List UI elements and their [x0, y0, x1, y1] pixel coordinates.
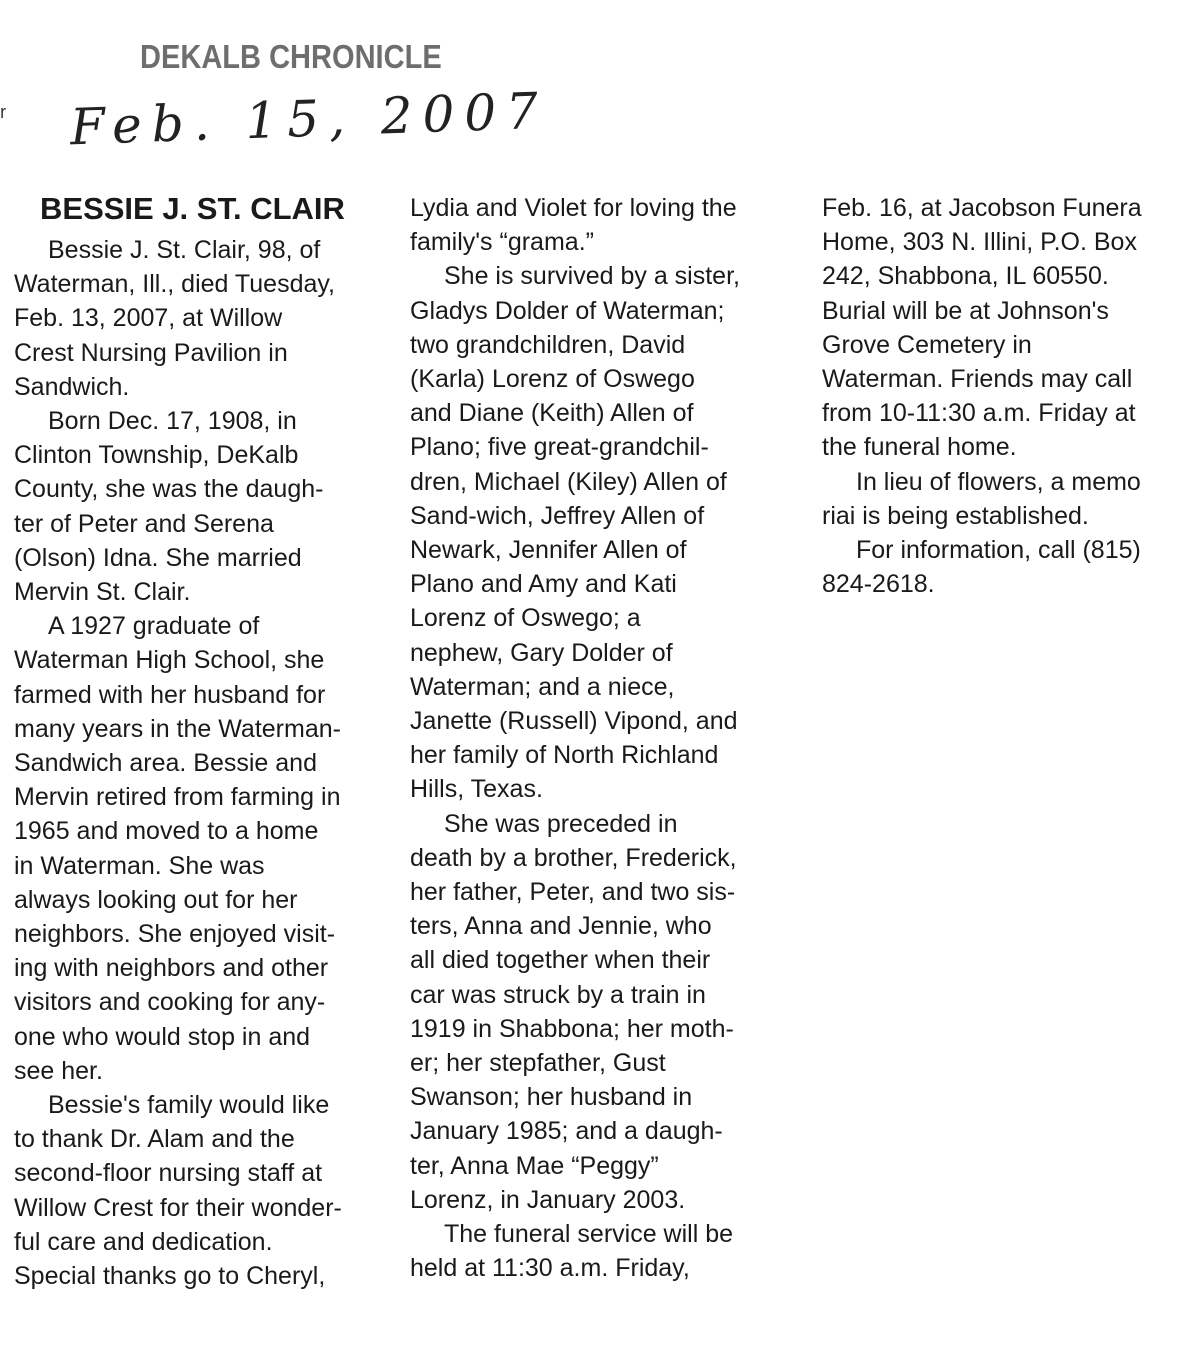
- paragraph: [410, 191, 800, 259]
- text-line: Lydia and Violet for loving the: [410, 194, 737, 222]
- text-line: in Waterman. She was: [14, 851, 265, 880]
- text-line: Gladys Dolder of Waterman;: [410, 296, 725, 325]
- text-line: Home, 303 N. Illini, P.O. Box: [822, 228, 1137, 257]
- article-column-2: [410, 191, 800, 1286]
- text-line: Burial will be at Johnson's: [822, 296, 1109, 325]
- text-line: Clinton Township, DeKalb: [14, 441, 299, 470]
- text-line: Feb. 13, 2007, at Willow: [14, 304, 283, 333]
- paragraph: [14, 404, 394, 609]
- text-line: Grove Cemetery in: [822, 330, 1032, 359]
- paragraph: [822, 465, 1198, 533]
- text-line: A 1927 graduate of: [48, 612, 260, 641]
- text-line: (Olson) Idna. She married: [14, 543, 302, 572]
- text-line: Lorenz of Oswego; a: [410, 604, 641, 633]
- text-line: ter, Anna Mae “Peggy”: [410, 1151, 659, 1180]
- text-line: The funeral service will be: [444, 1220, 734, 1249]
- text-line: January 1985; and a daugh-: [410, 1117, 723, 1146]
- text-line: Waterman, Ill., died Tuesday,: [14, 270, 335, 299]
- text-line: farmed with her husband for: [14, 680, 326, 709]
- text-line: visitors and cooking for any-: [14, 988, 326, 1017]
- handwritten-date: Feb. 15, 2007: [69, 81, 549, 157]
- text-line: For information, call (815): [856, 536, 1141, 565]
- text-line: Janette (Russell) Vipond, and: [410, 707, 738, 736]
- text-line: County, she was the daugh-: [14, 475, 324, 504]
- text-line: Waterman High School, she: [14, 646, 325, 675]
- text-line: her father, Peter, and two sis-: [410, 878, 736, 907]
- text-line: 1965 and moved to a home: [14, 817, 319, 846]
- text-line: neighbors. She enjoyed visit-: [14, 920, 336, 949]
- text-line: Born Dec. 17, 1908, in: [48, 407, 297, 436]
- text-line: ful care and dedication.: [14, 1227, 273, 1256]
- text-line: car was struck by a train in: [410, 980, 706, 1009]
- text-line: held at 11:30 a.m. Friday,: [410, 1254, 690, 1283]
- text-line: always looking out for her: [14, 885, 298, 914]
- text-line: Waterman. Friends may call: [822, 365, 1133, 394]
- text-line: Mervin retired from farming in: [14, 783, 341, 812]
- text-line: Bessie's family would like: [48, 1091, 330, 1120]
- text-line: Sandwich.: [14, 372, 130, 401]
- text-line: Plano; five great-grandchil-: [410, 433, 709, 462]
- text-line: second-floor nursing staff at: [14, 1159, 323, 1188]
- text-line: family's “grama.”: [410, 228, 594, 257]
- text-line: Feb. 16, at Jacobson Funera: [822, 194, 1142, 222]
- handwritten-mark: ʳ: [0, 100, 7, 130]
- text-line: ing with neighbors and other: [14, 954, 329, 983]
- text-line: one who would stop in and: [14, 1022, 311, 1051]
- newspaper-masthead-stamp: DEKALB CHRONICLE: [140, 38, 442, 75]
- text-line: all died together when their: [410, 946, 711, 975]
- text-line: Newark, Jennifer Allen of: [410, 536, 687, 565]
- text-line: to thank Dr. Alam and the: [14, 1125, 295, 1154]
- text-line: riai is being established.: [822, 501, 1089, 530]
- paragraph: [14, 233, 394, 404]
- text-line: er; her stepfather, Gust: [410, 1049, 666, 1078]
- text-line: two grandchildren, David: [410, 330, 686, 359]
- text-line: ters, Anna and Jennie, who: [410, 912, 712, 941]
- paragraph: [410, 259, 800, 806]
- text-line: Sandwich area. Bessie and: [14, 749, 317, 778]
- text-line: (Karla) Lorenz of Oswego: [410, 365, 695, 394]
- text-line: Waterman; and a niece,: [410, 672, 675, 701]
- text-line: She is survived by a sister,: [444, 262, 740, 291]
- text-line: Hills, Texas.: [410, 775, 543, 804]
- text-line: Swanson; her husband in: [410, 1083, 693, 1112]
- text-line: see her.: [14, 1056, 103, 1085]
- paragraph: [822, 191, 1198, 465]
- obituary-headline: BESSIE J. ST. CLAIR: [40, 191, 345, 226]
- text-line: Sand-wich, Jeffrey Allen of: [410, 501, 705, 530]
- text-line: 1919 in Shabbona; her moth-: [410, 1014, 734, 1043]
- paragraph: [410, 807, 800, 1217]
- text-line: from 10-11:30 a.m. Friday at: [822, 399, 1136, 428]
- text-line: her family of North Richland: [410, 741, 719, 770]
- text-line: Lorenz, in January 2003.: [410, 1185, 686, 1214]
- text-line: Bessie J. St. Clair, 98, of: [48, 236, 321, 264]
- article-column-3: [822, 191, 1198, 601]
- text-line: Mervin St. Clair.: [14, 578, 191, 607]
- article-column-1: [14, 191, 394, 1293]
- paragraph: [14, 609, 394, 1088]
- text-line: and Diane (Keith) Allen of: [410, 399, 694, 428]
- text-line: the funeral home.: [822, 433, 1017, 462]
- text-line: dren, Michael (Kiley) Allen of: [410, 467, 727, 496]
- text-line: Willow Crest for their wonder-: [14, 1193, 342, 1222]
- text-line: Special thanks go to Cheryl,: [14, 1262, 326, 1291]
- text-line: She was preceded in: [444, 809, 678, 838]
- text-line: 242, Shabbona, IL 60550.: [822, 262, 1109, 291]
- paragraph: [14, 1088, 394, 1293]
- text-line: 824-2618.: [822, 570, 935, 599]
- text-line: death by a brother, Frederick,: [410, 843, 737, 872]
- text-line: In lieu of flowers, a memo: [856, 467, 1141, 496]
- paragraph: [410, 1217, 800, 1285]
- text-line: Crest Nursing Pavilion in: [14, 338, 288, 367]
- paragraph: [822, 533, 1198, 601]
- text-line: many years in the Waterman-: [14, 714, 341, 743]
- text-line: nephew, Gary Dolder of: [410, 638, 673, 667]
- text-line: Plano and Amy and Kati: [410, 570, 677, 599]
- text-line: ter of Peter and Serena: [14, 509, 274, 538]
